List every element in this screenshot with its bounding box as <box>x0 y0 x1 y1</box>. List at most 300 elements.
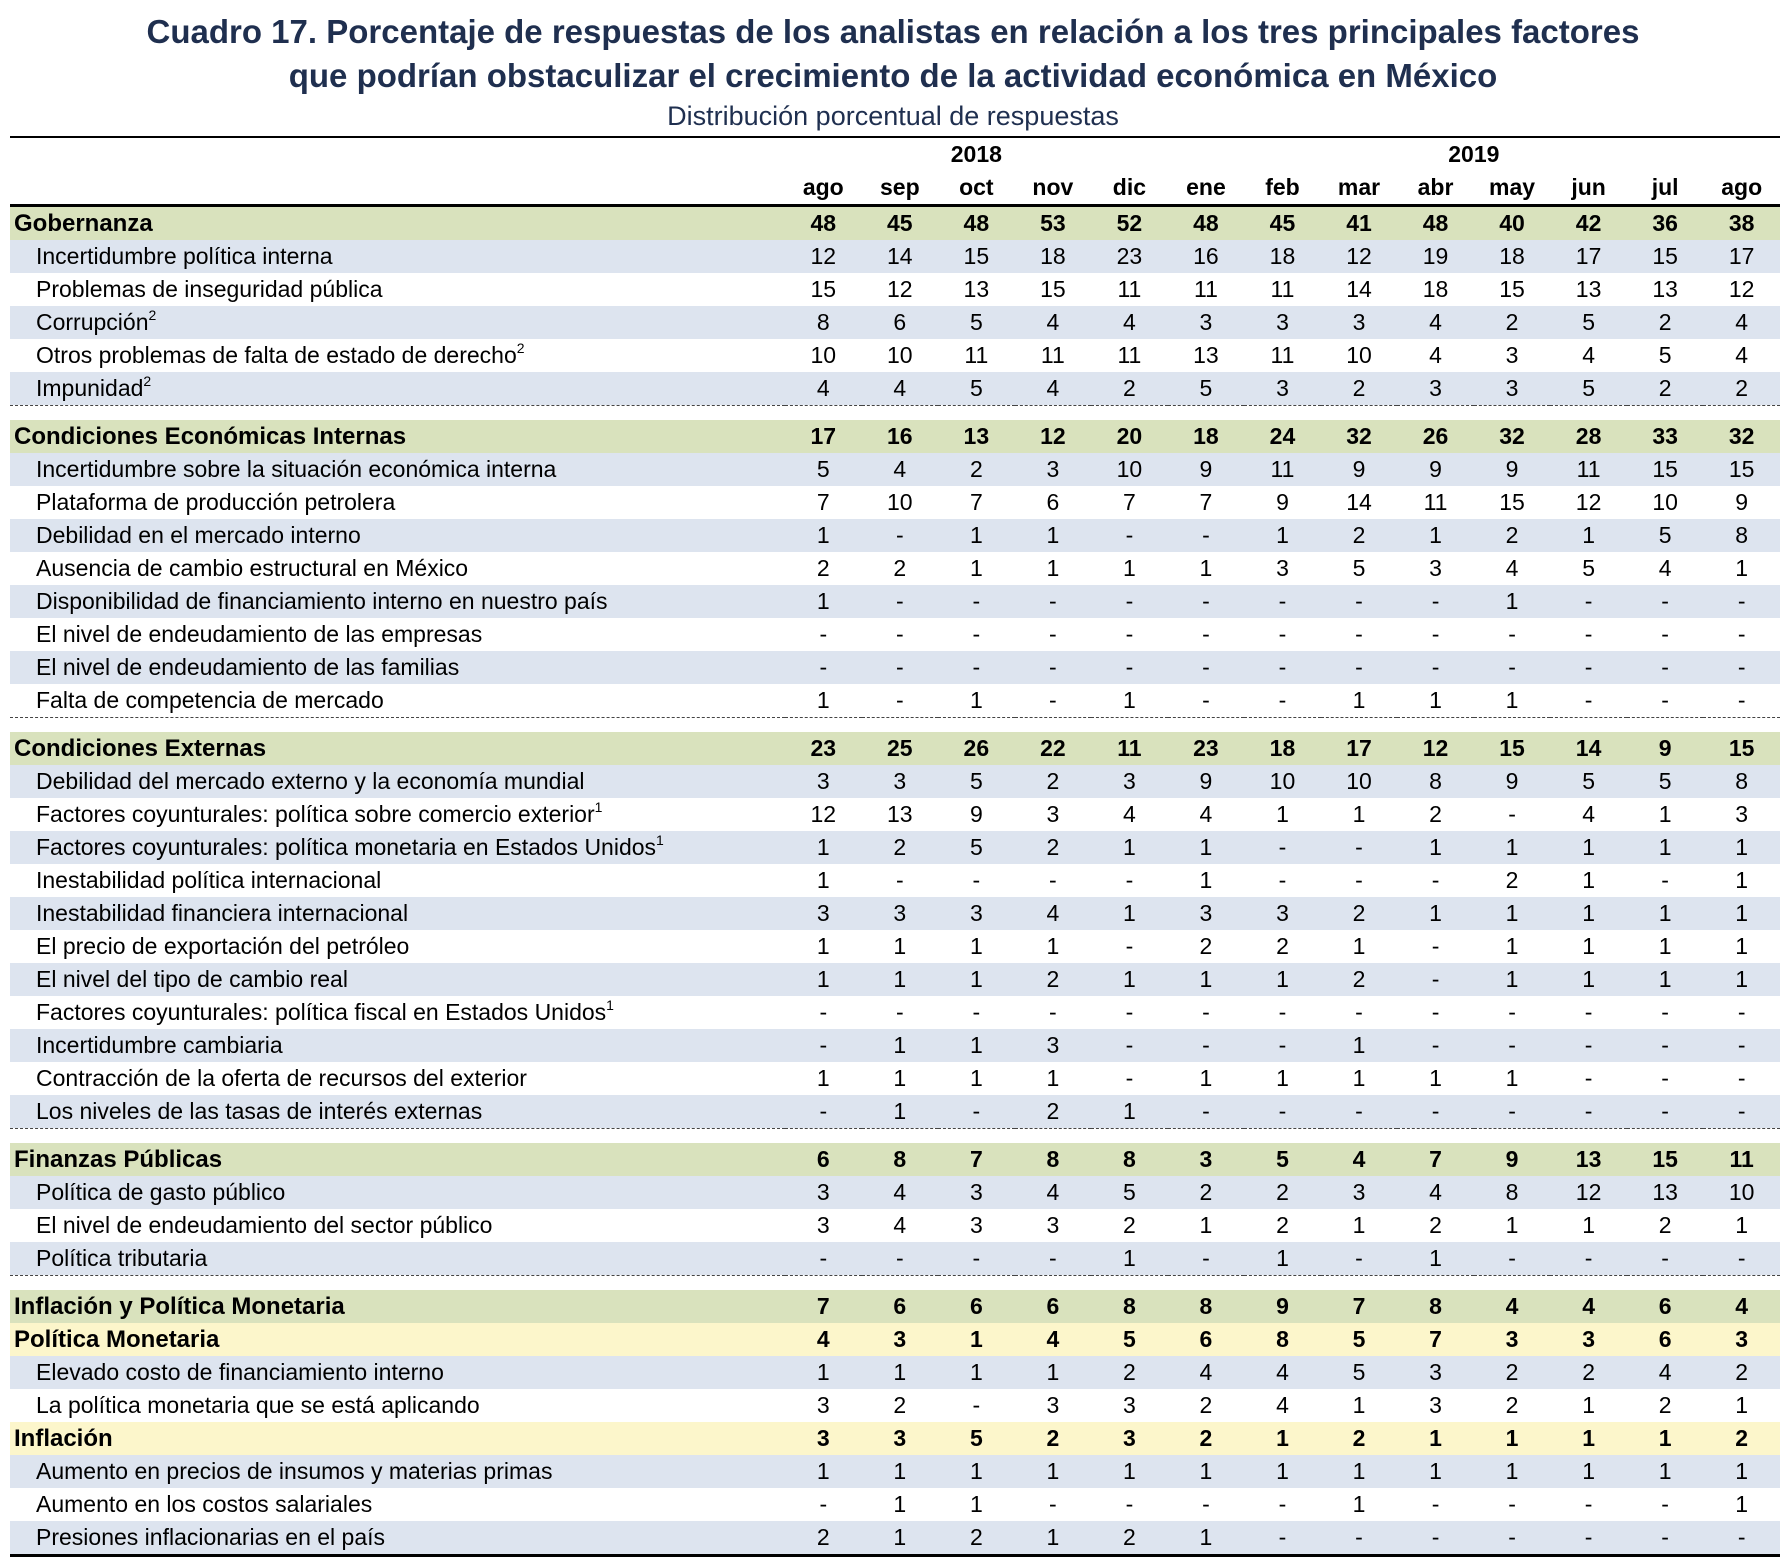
value-cell: 5 <box>938 831 1015 864</box>
row-label <box>10 453 785 486</box>
value-cell: 1 <box>1550 897 1627 930</box>
value-cell: 12 <box>1321 240 1398 273</box>
factor-row <box>10 798 1780 831</box>
value-cell: - <box>1397 1488 1474 1521</box>
row-label <box>10 1176 785 1209</box>
table-subtitle: Distribución porcentual de respuestas <box>667 101 1119 131</box>
value-cell: - <box>1474 1029 1551 1062</box>
value-cell: 1 <box>1168 831 1245 864</box>
value-cell: 5 <box>1321 1356 1398 1389</box>
row-label <box>10 1143 785 1176</box>
value-cell: 1 <box>1703 1389 1780 1422</box>
row-label-text: El precio de exportación del petróleo <box>36 933 410 959</box>
value-cell: 4 <box>1627 552 1704 585</box>
value-cell: 1 <box>1397 519 1474 552</box>
value-cell: 8 <box>785 306 862 339</box>
value-cell: 1 <box>1550 1422 1627 1455</box>
row-label-text: Aumento en los costos salariales <box>36 1491 373 1517</box>
value-cell: - <box>1015 1242 1092 1276</box>
value-cell: 2 <box>1168 930 1245 963</box>
value-cell: 17 <box>1321 732 1398 765</box>
row-label-text: Plataforma de producción petrolera <box>36 489 396 515</box>
row-label-text: Factores coyunturales: política fiscal en Estados Unidos <box>36 999 607 1025</box>
value-cell: 1 <box>1168 1455 1245 1488</box>
value-cell: - <box>1627 1242 1704 1276</box>
value-cell: 23 <box>785 732 862 765</box>
value-cell: 3 <box>785 1422 862 1455</box>
value-cell: 10 <box>1321 339 1398 372</box>
value-cell: 3 <box>1168 1143 1245 1176</box>
factor-row <box>10 684 1780 718</box>
value-cell: - <box>1627 684 1704 718</box>
value-cell: 3 <box>1550 1323 1627 1356</box>
value-cell: 1 <box>1091 1455 1168 1488</box>
value-cell: 8 <box>1091 1143 1168 1176</box>
value-cell: - <box>1168 519 1245 552</box>
value-cell: - <box>1091 519 1168 552</box>
value-cell: 3 <box>1397 1356 1474 1389</box>
row-label <box>10 1422 785 1455</box>
value-cell: 3 <box>1397 372 1474 406</box>
value-cell: 8 <box>1474 1176 1551 1209</box>
value-cell: 9 <box>938 798 1015 831</box>
value-cell: 9 <box>1474 765 1551 798</box>
value-cell: - <box>1397 585 1474 618</box>
value-cell: - <box>1091 996 1168 1029</box>
value-cell: - <box>1627 618 1704 651</box>
value-cell: 3 <box>785 1176 862 1209</box>
factor-row <box>10 306 1780 339</box>
value-cell: 33 <box>1627 420 1704 453</box>
value-cell: - <box>1091 1029 1168 1062</box>
value-cell: 4 <box>1168 1356 1245 1389</box>
value-cell: 8 <box>1397 765 1474 798</box>
value-cell: 22 <box>1015 732 1092 765</box>
footnote-marker: 1 <box>594 799 603 815</box>
value-cell: - <box>1550 1095 1627 1129</box>
section-spacer <box>10 718 1780 733</box>
value-cell: - <box>862 864 939 897</box>
row-label-text: Incertidumbre política interna <box>36 243 333 269</box>
value-cell: 5 <box>785 453 862 486</box>
value-cell: - <box>1015 651 1092 684</box>
factor-row <box>10 864 1780 897</box>
value-cell: 13 <box>1627 273 1704 306</box>
factor-row <box>10 1029 1780 1062</box>
factor-row <box>10 1356 1780 1389</box>
value-cell: 13 <box>1550 273 1627 306</box>
value-cell: 2 <box>1244 1209 1321 1242</box>
row-label-text: Corrupción <box>36 309 149 335</box>
value-cell: 2 <box>1321 963 1398 996</box>
value-cell: 4 <box>862 372 939 406</box>
value-cell: 2 <box>1474 519 1551 552</box>
value-cell: 1 <box>1550 930 1627 963</box>
row-label <box>10 897 785 930</box>
value-cell: 1 <box>1627 897 1704 930</box>
value-cell: - <box>1550 1062 1627 1095</box>
row-label-text: Política de gasto público <box>36 1179 286 1205</box>
value-cell: 1 <box>1321 930 1398 963</box>
value-cell: 2 <box>1397 798 1474 831</box>
value-cell: 1 <box>1627 963 1704 996</box>
value-cell: 11 <box>1397 486 1474 519</box>
value-cell: 8 <box>1703 519 1780 552</box>
value-cell: 4 <box>785 1323 862 1356</box>
section-spacer <box>10 1276 1780 1291</box>
value-cell: 10 <box>862 339 939 372</box>
value-cell: 1 <box>862 963 939 996</box>
value-cell: 1 <box>1244 963 1321 996</box>
value-cell: - <box>1091 864 1168 897</box>
factor-row <box>10 453 1780 486</box>
value-cell: 1 <box>1550 519 1627 552</box>
value-cell: - <box>1627 864 1704 897</box>
value-cell: 3 <box>1091 1389 1168 1422</box>
value-cell: 4 <box>785 372 862 406</box>
value-cell: 13 <box>1550 1143 1627 1176</box>
spacer-cell <box>10 718 1780 733</box>
row-label <box>10 372 785 406</box>
row-label-text: La política monetaria que se está aplicando <box>36 1392 480 1418</box>
value-cell: 1 <box>1244 1062 1321 1095</box>
value-cell: 1 <box>1244 1242 1321 1276</box>
value-cell: - <box>1091 651 1168 684</box>
value-cell: - <box>785 996 862 1029</box>
value-cell: 11 <box>1703 1143 1780 1176</box>
value-cell: - <box>1703 651 1780 684</box>
value-cell: 2 <box>938 1521 1015 1556</box>
value-cell: 1 <box>938 1323 1015 1356</box>
row-label <box>10 306 785 339</box>
value-cell: 3 <box>1703 1323 1780 1356</box>
value-cell: 3 <box>1168 897 1245 930</box>
value-cell: 11 <box>1015 339 1092 372</box>
value-cell: 1 <box>1550 963 1627 996</box>
value-cell: 1 <box>1168 864 1245 897</box>
value-cell: 8 <box>1168 1290 1245 1323</box>
value-cell: 14 <box>862 240 939 273</box>
row-label <box>10 1323 785 1356</box>
year-header-row <box>10 138 1780 171</box>
row-label-text: Factores coyunturales: política sobre comercio exterior <box>36 801 595 827</box>
value-cell: 2 <box>1168 1176 1245 1209</box>
value-cell: 1 <box>1091 552 1168 585</box>
value-cell: 1 <box>1168 1521 1245 1556</box>
value-cell: 4 <box>1474 552 1551 585</box>
value-cell: 9 <box>1397 453 1474 486</box>
value-cell: 1 <box>1474 831 1551 864</box>
value-cell: 26 <box>1397 420 1474 453</box>
row-label <box>10 684 785 718</box>
value-cell: 18 <box>1244 732 1321 765</box>
value-cell: 1 <box>1474 684 1551 718</box>
value-cell: - <box>1474 618 1551 651</box>
value-cell: 16 <box>1168 240 1245 273</box>
row-label <box>10 585 785 618</box>
value-cell: 1 <box>1703 831 1780 864</box>
value-cell: - <box>1627 1029 1704 1062</box>
value-cell: - <box>862 585 939 618</box>
value-cell: - <box>938 585 1015 618</box>
value-cell: 2 <box>1703 1356 1780 1389</box>
value-cell: - <box>1397 996 1474 1029</box>
value-cell: 1 <box>1244 519 1321 552</box>
value-cell: 5 <box>1321 552 1398 585</box>
value-cell: 2 <box>862 1389 939 1422</box>
value-cell: 6 <box>1015 486 1092 519</box>
row-label <box>10 1389 785 1422</box>
value-cell: 1 <box>1397 1242 1474 1276</box>
row-label <box>10 798 785 831</box>
value-cell: - <box>1244 684 1321 718</box>
value-cell: 41 <box>1321 206 1398 241</box>
value-cell: 2 <box>1015 831 1092 864</box>
value-cell: 9 <box>1244 486 1321 519</box>
row-label <box>10 1455 785 1488</box>
value-cell: 32 <box>1703 420 1780 453</box>
factor-row <box>10 519 1780 552</box>
value-cell: 12 <box>1015 420 1092 453</box>
value-cell: 3 <box>862 1422 939 1455</box>
value-cell: 2 <box>1091 1356 1168 1389</box>
value-cell: - <box>1015 585 1092 618</box>
value-cell: 4 <box>1474 1290 1551 1323</box>
value-cell: 1 <box>1091 897 1168 930</box>
value-cell: - <box>862 996 939 1029</box>
row-label <box>10 1242 785 1276</box>
value-cell: 20 <box>1091 420 1168 453</box>
value-cell: 5 <box>1627 339 1704 372</box>
value-cell: 1 <box>862 1455 939 1488</box>
value-cell: 1 <box>1321 1488 1398 1521</box>
month-header: may <box>1474 171 1551 206</box>
value-cell: 1 <box>862 1029 939 1062</box>
row-label <box>10 1209 785 1242</box>
month-header-row <box>10 171 1780 206</box>
row-label-text: Presiones inflacionarias en el país <box>36 1524 386 1550</box>
value-cell: 15 <box>1474 486 1551 519</box>
value-cell: 1 <box>1321 1062 1398 1095</box>
value-cell: 3 <box>1091 765 1168 798</box>
value-cell: 3 <box>862 1323 939 1356</box>
value-cell: 1 <box>862 930 939 963</box>
factor-row <box>10 240 1780 273</box>
value-cell: 3 <box>862 897 939 930</box>
footnote-marker: 2 <box>148 307 157 323</box>
value-cell: - <box>1474 798 1551 831</box>
row-label <box>10 930 785 963</box>
value-cell: 5 <box>1627 519 1704 552</box>
value-cell: - <box>785 1095 862 1129</box>
value-cell: 1 <box>785 1455 862 1488</box>
value-cell: 1 <box>1703 1488 1780 1521</box>
value-cell: 1 <box>1703 930 1780 963</box>
row-label-text: Finanzas Públicas <box>14 1146 223 1173</box>
row-label-text: Contracción de la oferta de recursos del exterior <box>36 1065 527 1091</box>
value-cell: 2 <box>1168 1389 1245 1422</box>
row-label-text: Los niveles de las tasas de interés externas <box>36 1098 483 1124</box>
value-cell: 4 <box>1091 798 1168 831</box>
value-cell: 1 <box>1397 1062 1474 1095</box>
value-cell: 1 <box>1550 1455 1627 1488</box>
value-cell: 12 <box>862 273 939 306</box>
value-cell: - <box>1703 1242 1780 1276</box>
value-cell: - <box>1627 1095 1704 1129</box>
value-cell: 2 <box>1015 1422 1092 1455</box>
value-cell: 45 <box>862 206 939 241</box>
value-cell: 4 <box>1550 1290 1627 1323</box>
value-cell: 15 <box>1474 732 1551 765</box>
value-cell: - <box>1168 996 1245 1029</box>
value-cell: - <box>1627 1521 1704 1556</box>
value-cell: 1 <box>862 1095 939 1129</box>
value-cell: - <box>1703 1029 1780 1062</box>
value-cell: - <box>938 651 1015 684</box>
value-cell: 2 <box>1321 519 1398 552</box>
value-cell: 32 <box>1321 420 1398 453</box>
value-cell: - <box>1091 930 1168 963</box>
factor-row <box>10 831 1780 864</box>
category-row <box>10 420 1780 453</box>
value-cell: 4 <box>1244 1389 1321 1422</box>
value-cell: 13 <box>938 273 1015 306</box>
value-cell: 2 <box>785 552 862 585</box>
value-cell: 1 <box>938 552 1015 585</box>
value-cell: - <box>1168 618 1245 651</box>
section-spacer <box>10 1129 1780 1144</box>
value-cell: 1 <box>1091 684 1168 718</box>
value-cell: 3 <box>1703 798 1780 831</box>
factors-table <box>10 138 1780 1557</box>
value-cell: 1 <box>1474 1062 1551 1095</box>
value-cell: - <box>1550 1029 1627 1062</box>
value-cell: 1 <box>1474 963 1551 996</box>
value-cell: 5 <box>938 306 1015 339</box>
row-label-text: Debilidad del mercado externo y la economía mundial <box>36 768 585 794</box>
value-cell: - <box>1321 831 1398 864</box>
value-cell: 4 <box>1703 1290 1780 1323</box>
value-cell: 1 <box>1168 963 1245 996</box>
row-label <box>10 618 785 651</box>
value-cell: 3 <box>1397 552 1474 585</box>
value-cell: 13 <box>1627 1176 1704 1209</box>
value-cell: - <box>1321 1095 1398 1129</box>
factor-row <box>10 1062 1780 1095</box>
row-label <box>10 273 785 306</box>
value-cell: 15 <box>1474 273 1551 306</box>
value-cell: 10 <box>785 339 862 372</box>
value-cell: 1 <box>938 1488 1015 1521</box>
value-cell: 1 <box>1474 585 1551 618</box>
value-cell: - <box>1550 585 1627 618</box>
value-cell: 13 <box>1168 339 1245 372</box>
value-cell: 2 <box>1474 1356 1551 1389</box>
value-cell: 3 <box>785 1209 862 1242</box>
value-cell: 12 <box>1550 1176 1627 1209</box>
value-cell: 45 <box>1244 206 1321 241</box>
row-label <box>10 765 785 798</box>
value-cell: 1 <box>1397 1455 1474 1488</box>
month-header: mar <box>1321 171 1398 206</box>
value-cell: 5 <box>1168 372 1245 406</box>
value-cell: 28 <box>1550 420 1627 453</box>
value-cell: 4 <box>1015 897 1092 930</box>
value-cell: - <box>1015 996 1092 1029</box>
value-cell: 5 <box>1091 1176 1168 1209</box>
value-cell: 1 <box>785 585 862 618</box>
value-cell: 11 <box>1244 339 1321 372</box>
value-cell: 2 <box>1550 1356 1627 1389</box>
value-cell: 4 <box>1397 1176 1474 1209</box>
value-cell: 2 <box>1015 765 1092 798</box>
footnote-marker: 1 <box>656 832 664 848</box>
section-spacer <box>10 406 1780 421</box>
value-cell: 1 <box>1015 519 1092 552</box>
value-cell: 1 <box>1703 552 1780 585</box>
value-cell: 1 <box>1244 798 1321 831</box>
value-cell: 1 <box>1703 864 1780 897</box>
factor-row <box>10 1521 1780 1556</box>
value-cell: 5 <box>938 765 1015 798</box>
value-cell: 2 <box>1321 897 1398 930</box>
row-label <box>10 1029 785 1062</box>
value-cell: 3 <box>1474 1323 1551 1356</box>
value-cell: - <box>1321 864 1398 897</box>
value-cell: 3 <box>1244 306 1321 339</box>
factor-row <box>10 1455 1780 1488</box>
value-cell: 7 <box>938 1143 1015 1176</box>
value-cell: 9 <box>1168 453 1245 486</box>
value-cell: 4 <box>862 1176 939 1209</box>
row-label <box>10 486 785 519</box>
value-cell: 1 <box>1015 552 1092 585</box>
row-label-text: Condiciones Externas <box>14 735 267 762</box>
value-cell: - <box>1550 1242 1627 1276</box>
value-cell: - <box>1091 618 1168 651</box>
value-cell: 1 <box>1015 1356 1092 1389</box>
value-cell: 1 <box>1091 1242 1168 1276</box>
subcategory-row <box>10 1422 1780 1455</box>
value-cell: 1 <box>1321 684 1398 718</box>
value-cell: 1 <box>862 1521 939 1556</box>
value-cell: 48 <box>938 206 1015 241</box>
value-cell: 6 <box>1168 1323 1245 1356</box>
value-cell: - <box>1168 585 1245 618</box>
value-cell: 1 <box>1397 831 1474 864</box>
value-cell: 11 <box>1168 273 1245 306</box>
factor-row <box>10 765 1780 798</box>
value-cell: 1 <box>1321 1455 1398 1488</box>
value-cell: - <box>1244 585 1321 618</box>
category-row <box>10 206 1780 241</box>
value-cell: 1 <box>785 930 862 963</box>
value-cell: 1 <box>1091 831 1168 864</box>
factor-row <box>10 552 1780 585</box>
value-cell: 1 <box>938 1062 1015 1095</box>
value-cell: 16 <box>862 420 939 453</box>
factor-row <box>10 1242 1780 1276</box>
value-cell: - <box>1397 1521 1474 1556</box>
value-cell: - <box>1703 585 1780 618</box>
factor-row <box>10 963 1780 996</box>
value-cell: - <box>1015 618 1092 651</box>
value-cell: 1 <box>938 1029 1015 1062</box>
factor-row <box>10 1209 1780 1242</box>
value-cell: 1 <box>785 1062 862 1095</box>
row-label-text: Inflación y Política Monetaria <box>14 1293 345 1320</box>
value-cell: 1 <box>1321 798 1398 831</box>
